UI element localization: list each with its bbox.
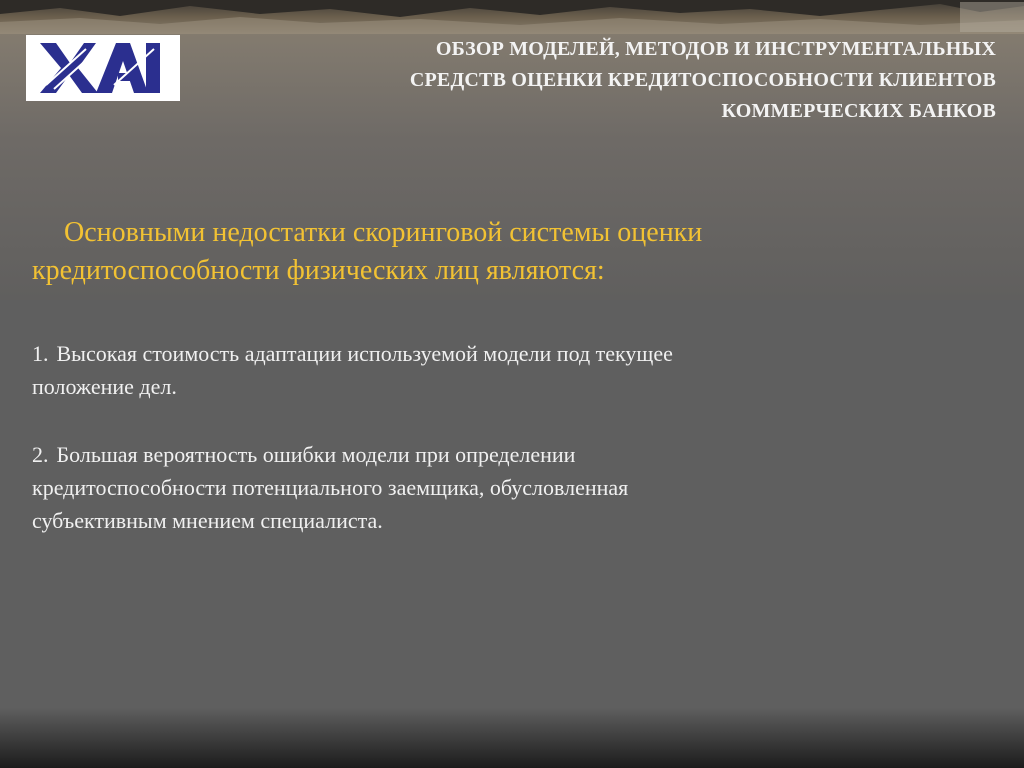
list-item-number: 1. <box>32 341 49 366</box>
list-item-line-1: Большая вероятность ошибки модели при определении <box>56 442 576 467</box>
list-item-line-1: Высокая стоимость адаптации используемой модели под текущее <box>56 341 673 366</box>
list-item-number: 2. <box>32 442 49 467</box>
list-item-line-2: кредитоспособности потенциального заемщика, обусловленная <box>32 475 629 500</box>
slide-background-bottom <box>0 708 1024 768</box>
slide-title-line-3: КОММЕРЧЕСКИХ БАНКОВ <box>721 100 996 122</box>
intro-line-1: Основными недостатки скоринговой системы оценки <box>64 217 703 248</box>
university-logo-icon <box>26 35 180 101</box>
list-item-line-3: субъективным мнением специалиста. <box>32 508 383 533</box>
list-item <box>32 438 932 537</box>
decorative-top-strip <box>0 0 1024 34</box>
intro-line-2: кредитоспособности физических лиц являются: <box>32 255 605 286</box>
slide-title-line-1: ОБЗОР МОДЕЛЕЙ, МЕТОДОВ И ИНСТРУМЕНТАЛЬНЫХ <box>435 38 996 60</box>
slide-title <box>236 34 996 127</box>
intro-paragraph <box>32 214 912 290</box>
list-item-line-2: положение дел. <box>32 374 177 399</box>
list-item <box>32 337 932 403</box>
university-logo <box>26 35 180 101</box>
slide-title-line-2: СРЕДСТВ ОЦЕНКИ КРЕДИТОСПОСОБНОСТИ КЛИЕНТОВ <box>409 69 996 91</box>
